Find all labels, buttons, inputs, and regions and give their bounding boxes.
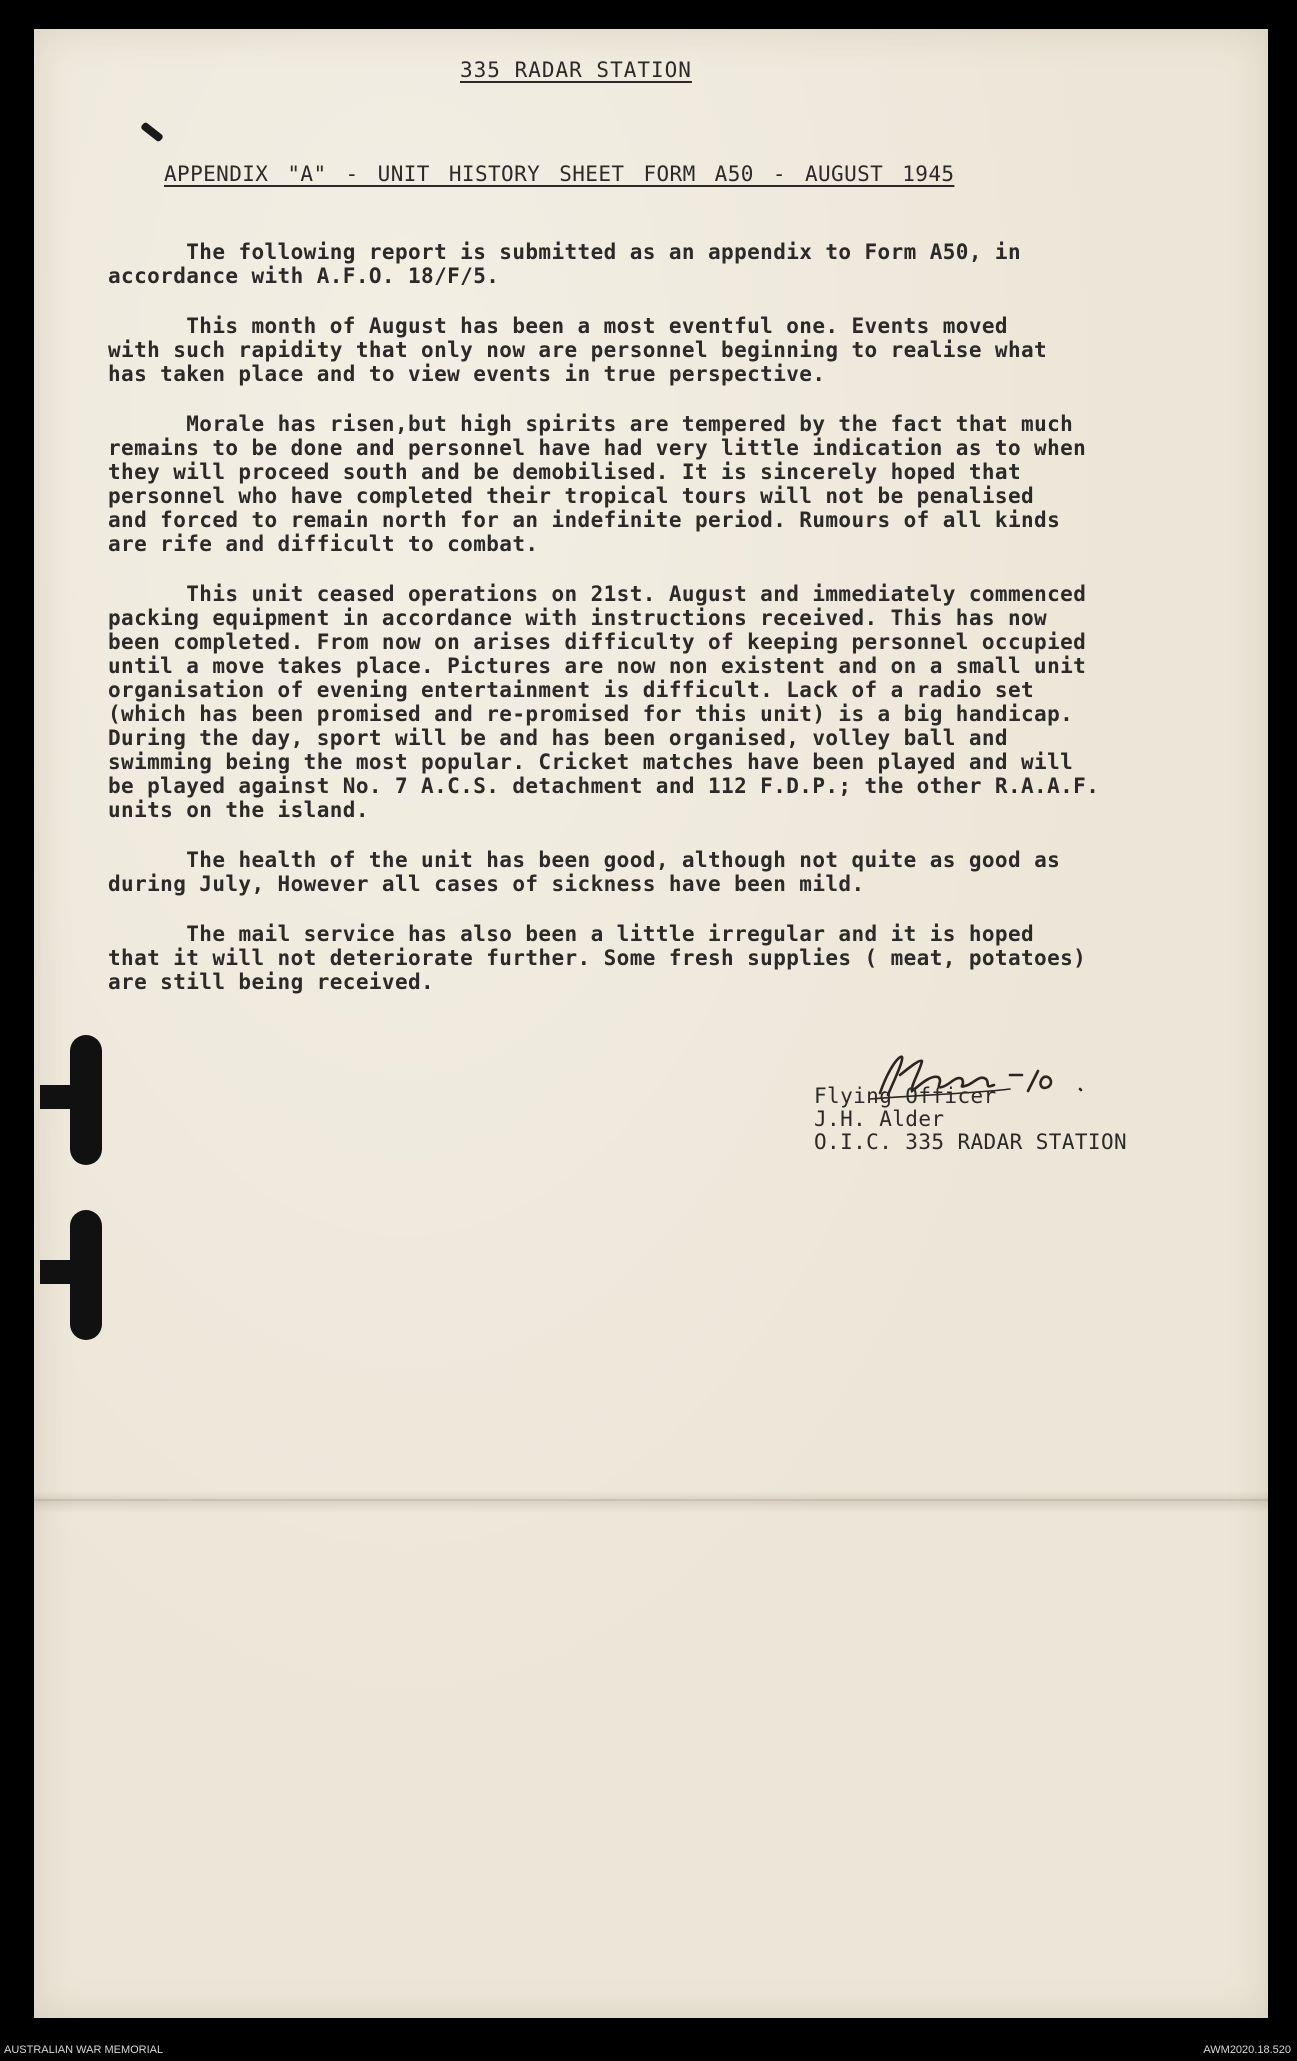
signatory-position: O.I.C. 335 RADAR STATION [814, 1130, 1128, 1154]
footer-reference: AWM2020.18.520 [1203, 2044, 1291, 2056]
station-title: 335 RADAR STATION [460, 58, 692, 82]
signature-block [814, 1085, 1127, 1154]
report-body [108, 240, 1238, 1020]
footer-institution: AUSTRALIAN WAR MEMORIAL [4, 2044, 164, 2056]
paragraph-operations: This unit ceased operations on 21st. August and immediately commenced packing equipment in accordance with instructions received. This has now been completed. From now on arises difficulty of keeping personnel occupied until a move takes place. Pictures are now non existent and on a small unit organisation of evening entertainment is difficult. Lack of a radio set (which has been promised and re-promised for this unit) is a big handicap. During the day, sport will be and has been organised, volley ball and swimming being the most popular. Cricket matches have been played and will be played against No. 7 A.C.S. detachment and 112 F.D.P.; the other R.A.A.F. units on the island. [108, 582, 1100, 822]
signatory-rank: Flying Officer [814, 1084, 997, 1108]
paragraph-events: This month of August has been a most eventful one. Events moved with such rapidity that only now are personnel beginning to realise what has taken place and to view events in true perspective. [108, 314, 1048, 386]
appendix-title: APPENDIX "A" - UNIT HISTORY SHEET FORM A50 - AUGUST 1945 [164, 162, 955, 186]
paragraph-intro: The following report is submitted as an appendix to Form A50, in accordance with A.F.O. 18/F/5. [108, 240, 1022, 288]
paragraph-morale: Morale has risen,but high spirits are tempered by the fact that much remains to be done and personnel have had very little indication as to when they will proceed south and be demobilised. It is sincerely hoped that personnel who have completed their tropical tours will not be penalised and forced to remain north for an indefinite period. Rumours of all kinds are rife and difficult to combat. [108, 412, 1087, 556]
binder-clip-top-icon [40, 1035, 102, 1165]
paragraph-mail: The mail service has also been a little irregular and it is hoped that it will not deteriorate further. Some fresh supplies ( meat, potatoes) are still being received. [108, 922, 1087, 994]
binder-clip-bottom-icon [40, 1210, 102, 1340]
fold-crease [34, 1499, 1268, 1501]
signatory-name: J.H. Alder [814, 1107, 945, 1131]
paragraph-health: The health of the unit has been good, although not quite as good as during July, However all cases of sickness have been mild. [108, 848, 1061, 896]
